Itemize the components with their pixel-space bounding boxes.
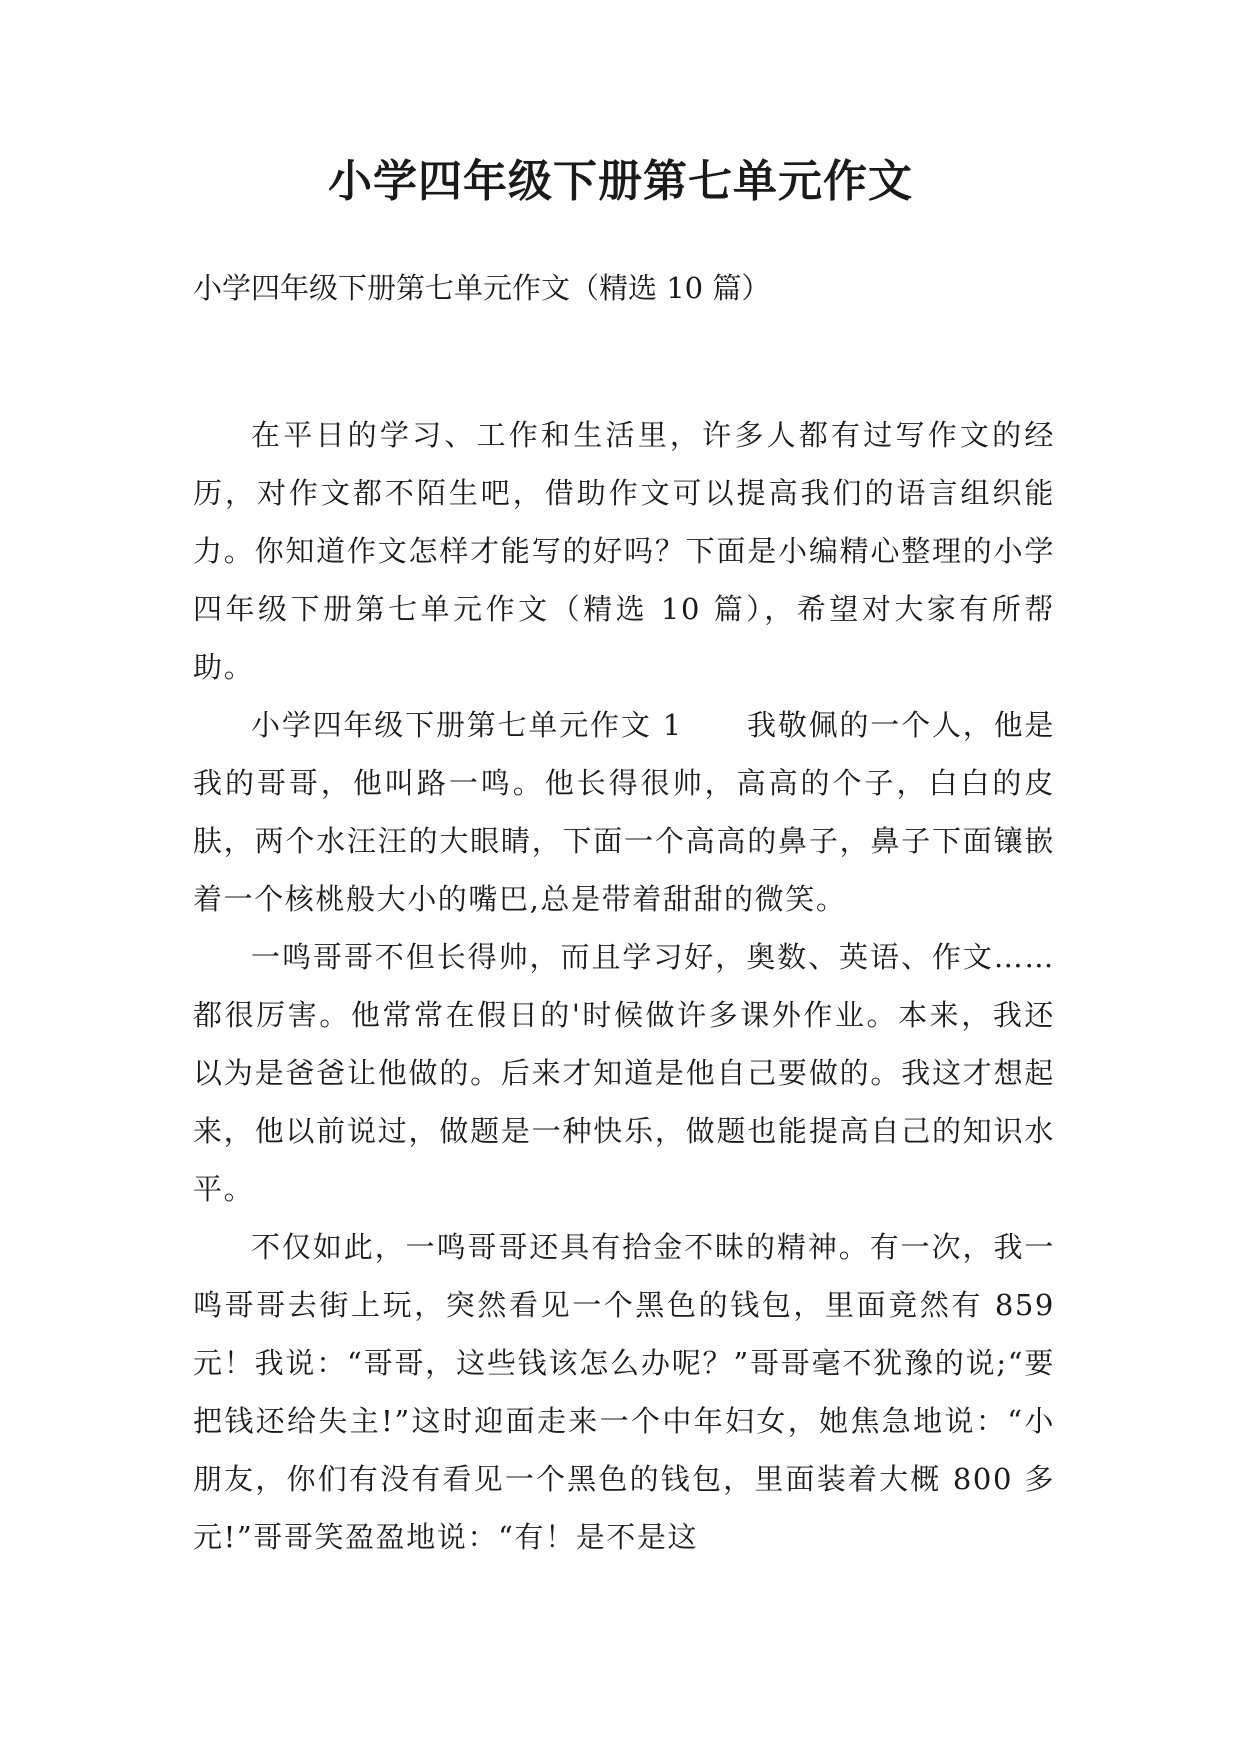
section-heading: 小学四年级下册第七单元作文 1 bbox=[251, 708, 683, 742]
essay-1-first-paragraph-text: 我敬佩的一个人，他是我的哥哥，他叫路一鸣。他长得很帅，高高的个子，白白的皮肤，两个水汪汪的大眼睛，下面一个高高的鼻子，鼻子下面镶嵌着一个核桃般大小的嘴巴,总是带着甜甜的微笑。 bbox=[193, 708, 1055, 916]
document-body bbox=[193, 406, 1055, 1566]
essay-1-first-paragraph bbox=[193, 696, 1055, 928]
essay-1-paragraph-2: 一鸣哥哥不但长得帅，而且学习好，奥数、英语、作文……都很厉害。他常常在假日的'时候做许多课外作业。本来，我还以为是爸爸让他做的。后来才知道是他自己要做的。我这才想起来，他以前说过，做题是一种快乐，做题也能提高自己的知识水平。 bbox=[193, 940, 1055, 1206]
document-title: 小学四年级下册第七单元作文 bbox=[328, 156, 913, 207]
essay-1-paragraph-3: 不仅如此，一鸣哥哥还具有拾金不昧的精神。有一次，我一鸣哥哥去街上玩，突然看见一个黑色的钱包，里面竟然有 859 元！我说：“哥哥，这些钱该怎么办呢？”哥哥毫不犹豫的说;“要把钱还给失主!”这时迎面走来一个中年妇女，她焦急地说：“小朋友，你们有没有看见一个黑色的钱包，里面装着大概 800 多元!”哥哥笑盈盈地说：“有！是不是这 bbox=[193, 1230, 1055, 1554]
document-subtitle: 小学四年级下册第七单元作文（精选 10 篇） bbox=[193, 271, 771, 305]
intro-paragraph: 在平日的学习、工作和生活里，许多人都有过写作文的经历，对作文都不陌生吧，借助作文可以提高我们的语言组织能力。你知道作文怎样才能写的好吗？下面是小编精心整理的小学四年级下册第七单元作文（精选 10 篇），希望对大家有所帮助。 bbox=[193, 418, 1055, 684]
